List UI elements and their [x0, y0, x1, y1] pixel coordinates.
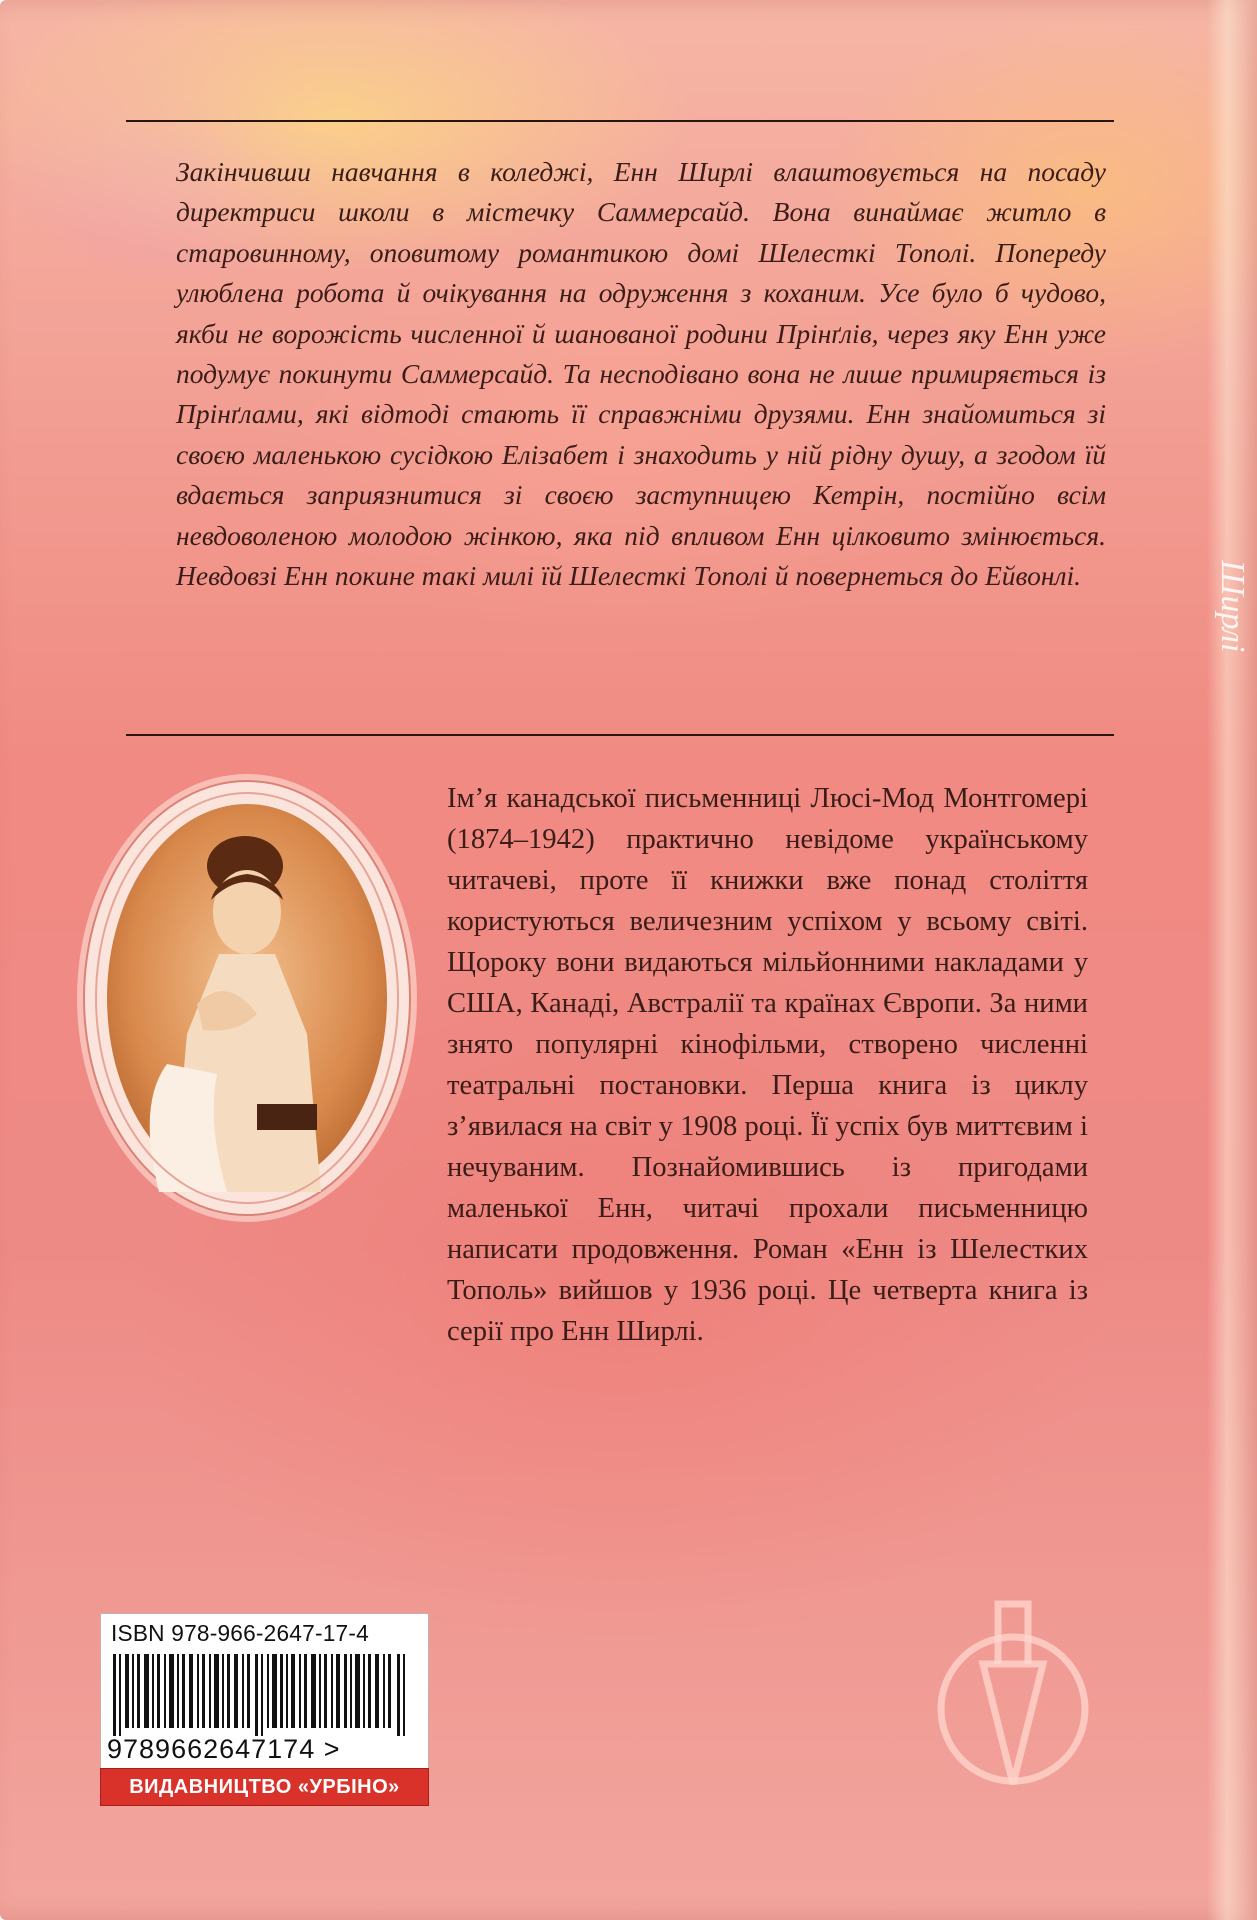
publisher-logo-icon: [928, 1594, 1098, 1794]
isbn-barcode: [100, 1613, 429, 1770]
author-bio-text: Ім’я канадської письменниці Люсі-Мод Монтгомері (1874–1942) практично невідоме українському читачеві, проте її книжки вже понад століття користуються величезним успіхом у всьому світі. Щороку вони видаються мільйонними накладами у США, Канаді, Австралії та країнах Європи. За ними знято популярні кінофільми, створено численні театральні постановки. Перша книга із циклу з’явилася на світ у 1908 році. Її успіх був миттєвим і нечуваним. Познайомившись із пригодами маленької Енн, читачі прохали письменницю написати продовження. Роман «Енн із Шелестких Тополь» вийшов у 1936 році. Це четверта книга із серії про Енн Ширлі.: [447, 783, 1088, 1347]
barcode-digits: 9789662647174 >: [107, 1734, 341, 1764]
top-divider: [126, 120, 1114, 122]
isbn-label: ISBN 978-966-2647-17-4: [111, 1620, 369, 1646]
synopsis-text: Закінчивши навчання в коледжі, Енн Ширлі влаштовується на посаду директриси школи в містечку Саммерсайд. Вона винаймає житло в старовинному, оповитому романтикою домі Шелесткі Тополі. Попереду улюблена робота й очікування на одруження з коханим. Усе було б чудово, якби не ворожість численної й шанованої родини Прінґлів, через яку Енн уже подумує покинути Саммерсайд. Та несподівано вона не лише примиряється із Прінґлами, які відтоді стають її справжніми друзями. Енн знайомиться зі своєю маленькою сусідкою Елізабет і знаходить у ній рідну душу, а згодом їй вдається заприязнитися зі своєю заступницею Кетрін, постійно всім невдоволеною молодою жінкою, яка під впливом Енн цілковито змінюється. Невдовзі Енн покине такі милі їй Шелесткі Тополі й повернеться до Ейвонлі.: [176, 156, 1106, 592]
publisher-label: ВИДАВНИЦТВО «УРБІНО»: [100, 1768, 429, 1806]
barcode-bars: [113, 1654, 413, 1736]
book-spine: [1207, 0, 1257, 1920]
middle-divider: [126, 734, 1114, 736]
author-portrait: [83, 780, 411, 1216]
spine-title: Ширлі: [1214, 560, 1251, 653]
author-portrait-image: [107, 804, 387, 1192]
